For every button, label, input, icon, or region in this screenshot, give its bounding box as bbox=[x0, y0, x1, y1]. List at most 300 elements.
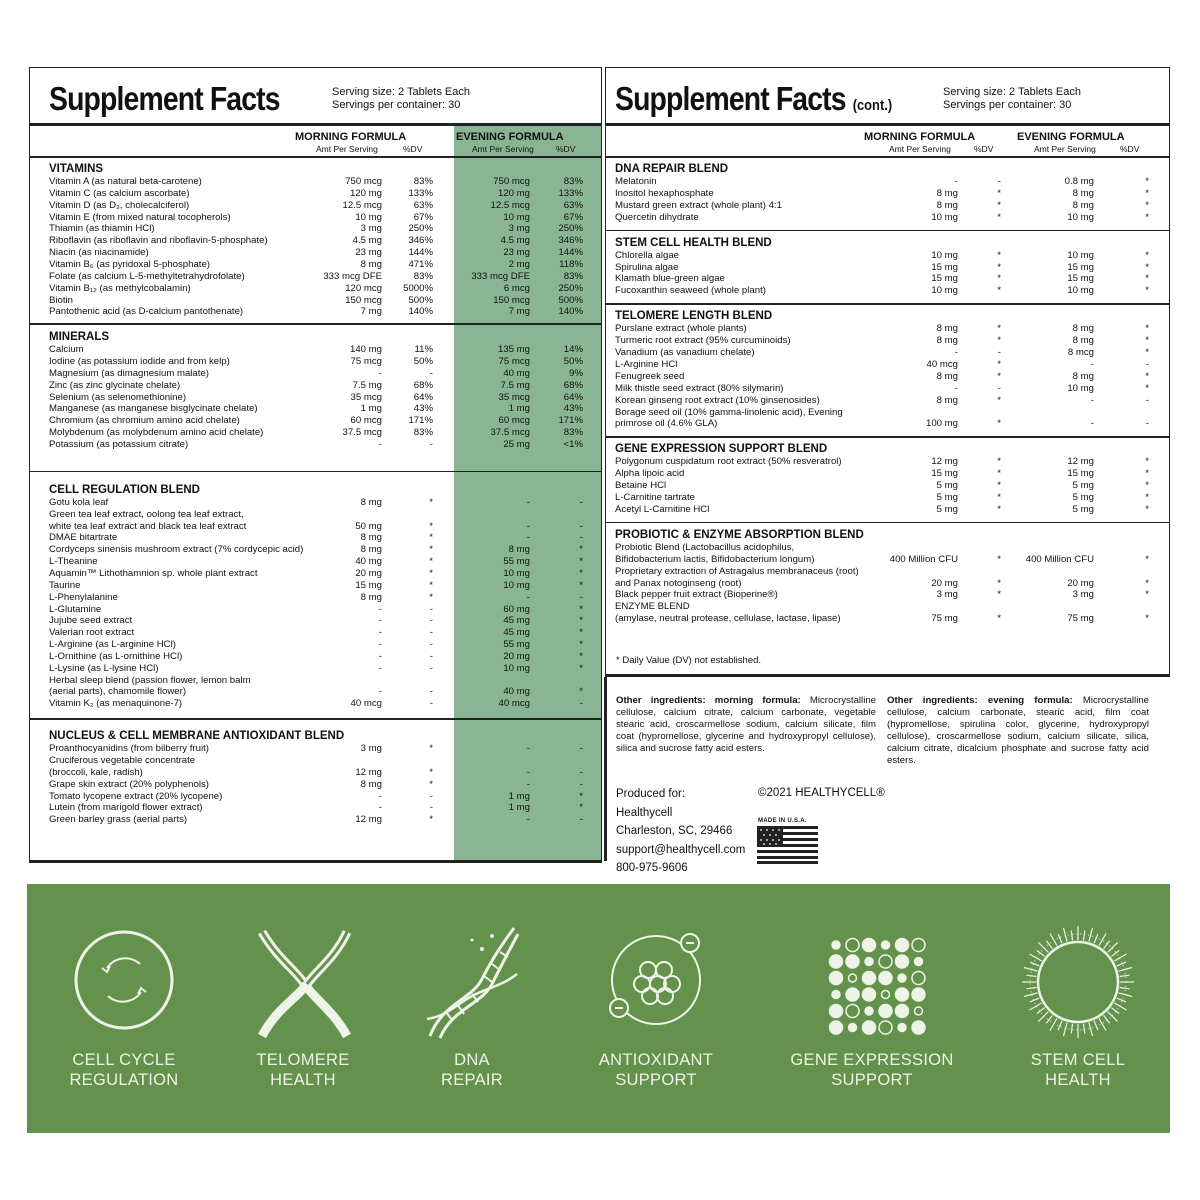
nutrient-row bbox=[49, 755, 601, 767]
morning-dv: * bbox=[429, 556, 433, 568]
morning-dv: * bbox=[997, 577, 1001, 589]
evening-dv: - bbox=[579, 532, 583, 544]
evening-amount: 8 mg bbox=[1072, 323, 1094, 335]
nutrient-row bbox=[49, 235, 601, 247]
nutrient-name: ENZYME BLEND bbox=[615, 601, 690, 613]
servings-per-container: Servings per container: 30 bbox=[943, 99, 1072, 111]
nutrient-row bbox=[49, 439, 601, 451]
nutrient-name: (aerial parts), chamomile flower) bbox=[49, 686, 187, 698]
gene-dot bbox=[896, 939, 909, 952]
morning-dv: * bbox=[429, 532, 433, 544]
evening-amount: - bbox=[1090, 358, 1094, 370]
morning-dv: - bbox=[429, 367, 433, 379]
morning-amount: 60 mcg bbox=[350, 415, 382, 427]
morning-dv: * bbox=[997, 261, 1001, 273]
evening-amount: 45 mg bbox=[503, 627, 530, 639]
evening-dv: * bbox=[579, 567, 583, 579]
nutrient-name: Magnesium (as dimagnesium malate) bbox=[49, 367, 209, 379]
morning-amount: 3 mg bbox=[936, 589, 958, 601]
evening-amount: 6 mcg bbox=[503, 282, 530, 294]
nutrient-name: Vitamin B₁₂ (as methylcobalamin) bbox=[49, 282, 191, 294]
nutrient-row bbox=[49, 368, 601, 380]
gene-dot bbox=[879, 972, 892, 985]
amt-per-serving-label: Amt Per Serving bbox=[1034, 144, 1096, 154]
morning-formula-label: MORNING FORMULA bbox=[864, 131, 976, 143]
copyright: ©2021 HEALTHYCELL® bbox=[758, 787, 885, 799]
stem-cell-icon bbox=[1020, 924, 1136, 1040]
nutrient-row bbox=[615, 323, 1169, 335]
label-line: STEM CELL bbox=[1030, 1051, 1126, 1069]
nutrient-row bbox=[615, 542, 1169, 554]
evening-dv: 346% bbox=[558, 235, 583, 247]
evening-amount: 3 mg bbox=[508, 223, 530, 235]
evening-amount: 5 mg bbox=[1072, 480, 1094, 492]
evening-amount: 8 mg bbox=[1072, 335, 1094, 347]
evening-amount: - bbox=[526, 778, 530, 790]
nutrient-row bbox=[49, 259, 601, 271]
divider bbox=[604, 677, 607, 861]
nutrient-name: (broccoli, kale, radish) bbox=[49, 766, 143, 778]
gene-dot bbox=[879, 955, 892, 968]
morning-amount: 7.5 mg bbox=[352, 379, 382, 391]
gene-dot bbox=[830, 955, 843, 968]
section-title: MINERALS bbox=[49, 331, 110, 344]
gene-dot bbox=[882, 941, 890, 949]
morning-amount: 20 mg bbox=[931, 577, 958, 589]
evening-amount: 135 mg bbox=[498, 344, 530, 356]
nutrient-name: Riboflavin (as riboflavin and riboflavin-5-phosphate) bbox=[49, 235, 268, 247]
evening-dv: * bbox=[1145, 211, 1149, 223]
morning-amount: 8 mg bbox=[936, 370, 958, 382]
us-flag-icon bbox=[757, 826, 818, 864]
evening-dv: 67% bbox=[563, 211, 583, 223]
evening-dv: 133% bbox=[558, 187, 583, 199]
evening-dv: * bbox=[1145, 589, 1149, 601]
morning-dv: * bbox=[429, 579, 433, 591]
nutrient-row bbox=[49, 663, 601, 675]
nutrient-name: Chlorella algae bbox=[615, 249, 679, 261]
evening-dv: - bbox=[579, 698, 583, 710]
gene-dot bbox=[896, 1005, 909, 1018]
stem-ray bbox=[1038, 1012, 1048, 1022]
nutrient-name: L-Arginine (as L-arginine HCl) bbox=[49, 639, 176, 651]
gene-dot bbox=[915, 1007, 923, 1015]
nutrient-row bbox=[615, 285, 1169, 297]
nutrient-row bbox=[615, 176, 1169, 188]
evening-amount: 8 mg bbox=[1072, 199, 1094, 211]
producer-phone: 800-975-9606 bbox=[616, 862, 688, 874]
morning-amount: 5 mg bbox=[936, 503, 958, 515]
nutrient-name: Cruciferous vegetable concentrate bbox=[49, 755, 196, 766]
nutrient-row bbox=[49, 568, 601, 580]
morning-dv: - bbox=[429, 802, 433, 814]
stem-ray bbox=[1083, 930, 1084, 940]
evening-dv: - bbox=[579, 520, 583, 532]
evening-dv: - bbox=[579, 778, 583, 790]
morning-amount: 140 mg bbox=[350, 344, 382, 356]
evening-amount: 7.5 mg bbox=[500, 379, 530, 391]
morning-dv: 11% bbox=[414, 344, 433, 356]
label-line: GENE EXPRESSION bbox=[790, 1051, 954, 1069]
evening-dv: * bbox=[579, 650, 583, 662]
gene-dot bbox=[879, 1005, 892, 1018]
stem-ray bbox=[1104, 1015, 1110, 1023]
evening-amount: 15 mg bbox=[1067, 468, 1094, 480]
morning-dv: - bbox=[429, 698, 433, 710]
evening-dv: 68% bbox=[563, 379, 583, 391]
morning-amount: 120 mcg bbox=[345, 282, 382, 294]
nutrient-name: Cordyceps sinensis mushroom extract (7% cordycepic acid) bbox=[49, 544, 304, 556]
morning-amount: 10 mg bbox=[931, 211, 958, 223]
supplement-facts-left bbox=[29, 67, 602, 863]
ingredients-morning-title: Other ingredients: morning formula: bbox=[616, 695, 801, 706]
nutrient-name: and Panax notoginseng (root) bbox=[615, 577, 742, 589]
label-line: DNA bbox=[454, 1051, 490, 1069]
morning-dv: * bbox=[997, 211, 1001, 223]
nutrient-name: Selenium (as selenomethionine) bbox=[49, 391, 187, 403]
evening-dv: * bbox=[579, 662, 583, 674]
evening-amount: 4.5 mg bbox=[500, 235, 530, 247]
nutrient-name: Inositol hexaphosphate bbox=[615, 187, 714, 199]
morning-dv: - bbox=[429, 650, 433, 662]
label-line: CELL CYCLE bbox=[72, 1051, 176, 1069]
nutrient-name: Green barley grass (aerial parts) bbox=[49, 814, 188, 826]
label-line: HEALTH bbox=[270, 1071, 336, 1089]
evening-dv: * bbox=[579, 802, 583, 814]
amt-per-serving-label: Amt Per Serving bbox=[472, 144, 534, 154]
morning-dv: * bbox=[997, 335, 1001, 347]
stem-ray bbox=[1037, 950, 1045, 956]
cont-label: (cont.) bbox=[852, 97, 893, 114]
stem-ray bbox=[1120, 975, 1130, 976]
evening-amount: 12 mg bbox=[1067, 456, 1094, 468]
gene-dot bbox=[863, 988, 876, 1001]
morning-dv: - bbox=[429, 627, 433, 639]
evening-amount: 35 mcg bbox=[498, 391, 530, 403]
nutrient-name: Vitamin D (as D₃, cholecalciferol) bbox=[49, 199, 190, 211]
gene-dot bbox=[865, 958, 873, 966]
cell-cycle-label bbox=[41, 1050, 207, 1090]
morning-amount: 8 mg bbox=[936, 323, 958, 335]
evening-dv: 250% bbox=[558, 282, 583, 294]
morning-amount: 12 mg bbox=[355, 814, 382, 826]
nutrient-row bbox=[49, 592, 601, 604]
evening-amount: 5 mg bbox=[1072, 503, 1094, 515]
nutrient-name: Milk thistle seed extract (80% silymarin) bbox=[615, 382, 784, 394]
section-rule bbox=[30, 471, 601, 473]
morning-amount: 8 mg bbox=[936, 187, 958, 199]
gene-dot bbox=[830, 1021, 843, 1034]
nutrient-row bbox=[615, 407, 1169, 419]
nutrient-name: Molybdenum (as molybdenum amino acid chelate) bbox=[49, 427, 264, 439]
stem-ray bbox=[1050, 934, 1057, 946]
ingredients-evening-text: Microcrystalline cellulose, calcium carbonate, stearic acid, film coat (hypromellose, spirulina color, glycerine, hydroxypropyl cellulose), croscarmellose sodium, calcium silicate, silica, calcium citrate, dicalcium phosphate and sucrose fatty acid esters. bbox=[887, 695, 1149, 766]
morning-amount: 8 mg bbox=[936, 199, 958, 211]
morning-amount: 3 mg bbox=[360, 743, 382, 755]
nutrient-name: Alpha lipoic acid bbox=[615, 468, 685, 480]
evening-amount: 400 Million CFU bbox=[1025, 553, 1094, 565]
nutrient-name: Turmeric root extract (95% curcuminoids) bbox=[615, 335, 791, 347]
evening-amount: 10 mg bbox=[1067, 382, 1094, 394]
stem-cell-label bbox=[995, 1050, 1161, 1090]
nutrient-row bbox=[49, 271, 601, 283]
gene-dot bbox=[912, 939, 925, 952]
morning-dv: * bbox=[997, 613, 1001, 625]
evening-dv: * bbox=[579, 556, 583, 568]
evening-amount: 45 mg bbox=[503, 615, 530, 627]
nutrient-name: white tea leaf extract and black tea leaf extract bbox=[49, 520, 247, 532]
morning-dv: * bbox=[997, 273, 1001, 285]
morning-dv: - bbox=[429, 439, 433, 450]
morning-dv: * bbox=[997, 249, 1001, 261]
nutrient-row bbox=[615, 371, 1169, 383]
evening-dv: * bbox=[1145, 347, 1149, 358]
stem-ray bbox=[1038, 942, 1048, 952]
section-title: VITAMINS bbox=[49, 163, 104, 175]
morning-dv: 64% bbox=[413, 391, 433, 403]
nutrient-name: Jujube seed extract bbox=[49, 615, 133, 627]
evening-dv: 500% bbox=[558, 294, 583, 306]
morning-dv: - bbox=[429, 790, 433, 802]
gene-dot bbox=[879, 1021, 892, 1034]
morning-amount: 8 mg bbox=[360, 496, 382, 508]
section-rule bbox=[606, 230, 1169, 232]
nutrient-row bbox=[49, 814, 601, 826]
evening-dv: * bbox=[579, 603, 583, 615]
ingredients-evening-title: Other ingredients: evening formula: bbox=[887, 695, 1073, 706]
evening-amount: - bbox=[526, 766, 530, 778]
evening-amount: 3 mg bbox=[1072, 589, 1094, 601]
panel-title-cont bbox=[615, 80, 892, 118]
section-title: DNA REPAIR BLEND bbox=[615, 163, 729, 175]
nutrient-row bbox=[49, 802, 601, 814]
morning-dv: 83% bbox=[413, 270, 433, 282]
section-rule bbox=[606, 522, 1169, 524]
gene-dot bbox=[898, 974, 906, 982]
stem-ray bbox=[1111, 1008, 1119, 1014]
evening-dv: * bbox=[1145, 323, 1149, 335]
dv-label: %DV bbox=[403, 144, 423, 154]
section-rule bbox=[606, 303, 1169, 305]
evening-dv: 14% bbox=[563, 344, 583, 356]
nutrient-row bbox=[49, 427, 601, 439]
evening-amount: 60 mg bbox=[503, 603, 530, 615]
morning-dv: * bbox=[429, 496, 433, 508]
evening-dv: 83% bbox=[563, 427, 583, 439]
morning-amount: 8 mg bbox=[360, 532, 382, 544]
stem-ray bbox=[1030, 998, 1039, 1002]
servings-per-container: Servings per container: 30 bbox=[332, 99, 461, 111]
ingredients-morning bbox=[616, 695, 876, 755]
producer-address: Charleston, SC, 29466 bbox=[616, 825, 733, 837]
evening-amount: 8 mg bbox=[1072, 370, 1094, 382]
producer-name: Healthycell bbox=[616, 806, 673, 819]
morning-amount: 10 mg bbox=[931, 249, 958, 261]
stem-ray bbox=[1026, 975, 1036, 976]
evening-dv: 171% bbox=[558, 415, 583, 427]
nutrient-row bbox=[49, 779, 601, 791]
nutrient-row bbox=[615, 262, 1169, 274]
nutrient-name: L-Arginine HCl bbox=[615, 358, 678, 370]
gene-dot bbox=[849, 974, 857, 982]
nutrient-row bbox=[615, 335, 1169, 347]
evening-amount: - bbox=[526, 496, 530, 508]
nutrient-row bbox=[49, 791, 601, 803]
nutrient-name: Chromium (as chromium amino acid chelate) bbox=[49, 415, 240, 427]
evening-amount: 40 mg bbox=[503, 367, 530, 379]
nutrient-row bbox=[615, 468, 1169, 480]
stem-ray bbox=[1037, 1008, 1045, 1014]
evening-dv: * bbox=[1145, 503, 1149, 515]
evening-dv: * bbox=[1145, 261, 1149, 273]
morning-amount: 75 mcg bbox=[350, 356, 382, 368]
gene-dot bbox=[912, 1021, 925, 1034]
morning-amount: 750 mcg bbox=[345, 176, 382, 187]
morning-amount: - bbox=[378, 686, 382, 698]
evening-dv: 50% bbox=[563, 356, 583, 368]
evening-dv: - bbox=[579, 591, 583, 603]
section-title: TELOMERE LENGTH BLEND bbox=[615, 310, 773, 323]
stem-ray bbox=[1089, 1023, 1093, 1037]
evening-dv: * bbox=[579, 615, 583, 627]
evening-dv: * bbox=[1145, 468, 1149, 480]
panel-title: Supplement Facts bbox=[615, 80, 846, 117]
morning-dv: * bbox=[997, 323, 1001, 335]
stem-ray bbox=[1120, 987, 1130, 988]
morning-amount: 1 mg bbox=[360, 403, 382, 415]
morning-dv: 171% bbox=[408, 415, 433, 427]
evening-dv: 250% bbox=[558, 223, 583, 235]
nutrient-row bbox=[49, 247, 601, 259]
morning-dv: 63% bbox=[413, 199, 433, 211]
nutrient-row bbox=[615, 273, 1169, 285]
evening-amount: 15 mg bbox=[1067, 261, 1094, 273]
morning-amount: - bbox=[954, 176, 958, 187]
morning-dv: * bbox=[429, 778, 433, 790]
stem-ray bbox=[1114, 954, 1126, 961]
evening-dv: <1% bbox=[563, 439, 583, 450]
evening-amount: 60 mcg bbox=[498, 415, 530, 427]
evening-amount: 8 mg bbox=[1072, 187, 1094, 199]
nutrient-name: Bifidobacterium lactis, Bifidobacterium longum) bbox=[615, 553, 815, 565]
ingredients-morning-text: Microcrystalline cellulose, calcium citrate, calcium carbonate, vegetable stearic acid, croscarmellose sodium, calcium silicate, film coat (hypromellose, glycerine and hydroxypropyl cellulose), silica and sucrose fatty acid esters. bbox=[616, 695, 876, 754]
morning-amount: 5 mg bbox=[936, 480, 958, 492]
morning-dv: * bbox=[429, 814, 433, 826]
morning-dv: - bbox=[429, 639, 433, 651]
morning-amount: - bbox=[378, 639, 382, 651]
nutrient-name: Black pepper fruit extract (Bioperine®) bbox=[615, 589, 778, 601]
evening-amount: 8 mcg bbox=[1067, 347, 1094, 358]
morning-dv: 346% bbox=[408, 235, 433, 247]
nutrient-row bbox=[49, 521, 601, 533]
nutrient-row bbox=[49, 283, 601, 295]
nutrient-row bbox=[49, 698, 601, 710]
morning-dv: * bbox=[997, 370, 1001, 382]
nutrient-row bbox=[49, 188, 601, 200]
gene-dot bbox=[846, 988, 859, 1001]
evening-dv: * bbox=[1145, 553, 1149, 565]
dna-icon bbox=[422, 924, 522, 1042]
nutrient-name: Borage seed oil (10% gamma-linolenic acid), Evening bbox=[615, 406, 843, 418]
dv-label: %DV bbox=[556, 144, 576, 154]
nutrient-row bbox=[49, 767, 601, 779]
morning-dv: * bbox=[997, 358, 1001, 370]
evening-dv: 144% bbox=[558, 247, 583, 259]
evening-dv: * bbox=[1145, 480, 1149, 492]
gene-dot bbox=[896, 955, 909, 968]
evening-dv: 64% bbox=[563, 391, 583, 403]
evening-amount: 5 mg bbox=[1072, 492, 1094, 503]
dv-label: %DV bbox=[974, 144, 994, 154]
morning-dv: * bbox=[429, 567, 433, 579]
evening-dv: * bbox=[1145, 285, 1149, 297]
evening-amount: - bbox=[526, 532, 530, 544]
evening-amount: 75 mg bbox=[1067, 613, 1094, 625]
nutrient-name: Betaine HCl bbox=[615, 480, 667, 492]
nutrient-name: L-Carnitine tartrate bbox=[615, 492, 695, 503]
morning-amount: 100 mg bbox=[926, 418, 958, 430]
nutrient-row bbox=[49, 356, 601, 368]
evening-amount: 20 mg bbox=[1067, 577, 1094, 589]
evening-amount: 10 mg bbox=[1067, 249, 1094, 261]
morning-amount: 40 mcg bbox=[926, 358, 958, 370]
nutrient-row bbox=[615, 578, 1169, 590]
amt-per-serving-label: Amt Per Serving bbox=[889, 144, 951, 154]
morning-dv: * bbox=[997, 553, 1001, 565]
evening-amount: 750 mcg bbox=[493, 176, 530, 187]
nutrient-row bbox=[49, 497, 601, 509]
evening-amount: 333 mcg DFE bbox=[471, 270, 530, 282]
evening-dv: * bbox=[1145, 492, 1149, 503]
morning-dv: 83% bbox=[413, 427, 433, 439]
producer-email: support@healthycell.com bbox=[616, 843, 746, 856]
gene-dot bbox=[912, 972, 925, 985]
evening-formula-label: EVENING FORMULA bbox=[456, 131, 564, 143]
nutrient-row bbox=[49, 651, 601, 663]
nutrient-row bbox=[615, 359, 1169, 371]
morning-amount: - bbox=[378, 802, 382, 814]
nutrient-name: Iodine (as potassium iodide and from kelp) bbox=[49, 356, 230, 368]
morning-dv: 471% bbox=[408, 258, 433, 270]
evening-dv: * bbox=[1145, 382, 1149, 394]
nutrient-row bbox=[615, 492, 1169, 504]
evening-dv: - bbox=[1145, 358, 1149, 370]
supplement-facts-right bbox=[605, 67, 1170, 677]
morning-dv: 67% bbox=[413, 211, 433, 223]
column-header-rule bbox=[30, 156, 601, 158]
evening-amount: 10 mg bbox=[503, 567, 530, 579]
nutrient-row bbox=[49, 556, 601, 568]
nutrient-name: Polygonum cuspidatum root extract (50% resveratrol) bbox=[615, 456, 842, 468]
stem-ray bbox=[1094, 934, 1098, 943]
morning-amount: - bbox=[378, 650, 382, 662]
gene-dot bbox=[846, 939, 859, 952]
gene-dot bbox=[846, 955, 859, 968]
nutrient-name: Zinc (as zinc glycinate chelate) bbox=[49, 379, 181, 391]
morning-amount: 3 mg bbox=[360, 223, 382, 235]
morning-amount: 15 mg bbox=[355, 579, 382, 591]
gene-dot bbox=[882, 991, 890, 999]
morning-dv: * bbox=[997, 492, 1001, 503]
evening-amount: 40 mg bbox=[503, 686, 530, 698]
morning-amount: 15 mg bbox=[931, 261, 958, 273]
nutrient-name: L-Theanine bbox=[49, 556, 98, 568]
stem-ray bbox=[1030, 1003, 1042, 1010]
nutrient-name: Quercetin dihydrate bbox=[615, 211, 699, 223]
dv-label: %DV bbox=[1120, 144, 1140, 154]
column-header-rule bbox=[606, 156, 1169, 158]
morning-amount: 4.5 mg bbox=[352, 235, 382, 247]
